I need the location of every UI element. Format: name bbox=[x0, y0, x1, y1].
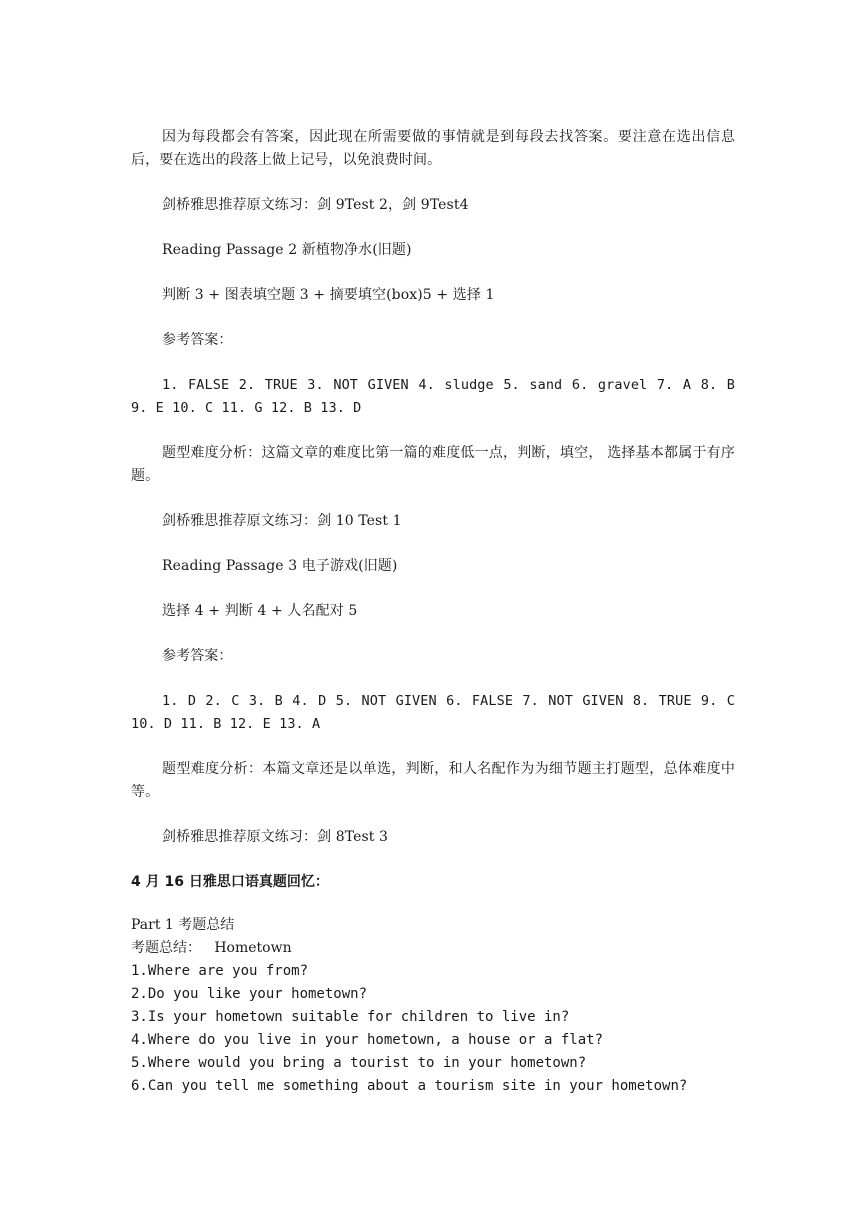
part1-topic: 考题总结： Hometown bbox=[131, 940, 292, 956]
passage3-practice: 剑桥雅思推荐原文练习：剑 8Test 3 bbox=[162, 829, 389, 845]
passage2-analysis: 题型难度分析：这篇文章的难度比第一篇的难度低一点，判断，填空， 选择基本都属于有序题。 bbox=[131, 445, 735, 484]
speaking-heading: 4 月 16 日雅思口语真题回忆： bbox=[131, 874, 329, 890]
passage2-practice: 剑桥雅思推荐原文练习：剑 10 Test 1 bbox=[162, 513, 402, 529]
passage3-question-types: 选择 4 + 判断 4 + 人名配对 5 bbox=[162, 603, 358, 619]
question-item: 4.Where do you live in your hometown, a house or a flat? bbox=[131, 1032, 604, 1048]
document-content bbox=[131, 126, 735, 1098]
part1-title: Part 1 考题总结 bbox=[131, 917, 235, 933]
practice-recommendation-1: 剑桥雅思推荐原文练习：剑 9Test 2，剑 9Test4 bbox=[162, 197, 469, 213]
passage3-answers: 1. D 2. C 3. B 4. D 5. NOT GIVEN 6. FALSE 7. NOT GIVEN 8. TRUE 9. C 10. D 11. B 12. E 13. A bbox=[131, 693, 735, 732]
question-item: 6.Can you tell me something about a tourism site in your hometown? bbox=[131, 1078, 688, 1094]
passage2-answers-label: 参考答案： bbox=[162, 332, 233, 348]
passage3-title: Reading Passage 3 电子游戏(旧题) bbox=[162, 558, 398, 574]
question-item: 3.Is your hometown suitable for children to live in? bbox=[131, 1009, 570, 1025]
question-item: 2.Do you like your hometown? bbox=[131, 986, 368, 1002]
passage3-analysis: 题型难度分析：本篇文章还是以单选，判断，和人名配作为为细节题主打题型，总体难度中等。 bbox=[131, 761, 735, 800]
passage2-answers: 1. FALSE 2. TRUE 3. NOT GIVEN 4. sludge 5. sand 6. gravel 7. A 8. B 9. E 10. C 11. G 12. B 13. D bbox=[131, 377, 735, 416]
passage2-question-types: 判断 3 + 图表填空题 3 + 摘要填空(box)5 + 选择 1 bbox=[162, 287, 495, 303]
intro-paragraph: 因为每段都会有答案，因此现在所需要做的事情就是到每段去找答案。要注意在选出信息后，要在选出的段落上做上记号，以免浪费时间。 bbox=[131, 129, 735, 168]
question-item: 5.Where would you bring a tourist to in your hometown? bbox=[131, 1055, 587, 1071]
part1-question-list bbox=[131, 914, 735, 1098]
passage3-answers-label: 参考答案： bbox=[162, 648, 233, 664]
question-item: 1.Where are you from? bbox=[131, 963, 309, 979]
passage2-title: Reading Passage 2 新植物净水(旧题) bbox=[162, 242, 412, 258]
